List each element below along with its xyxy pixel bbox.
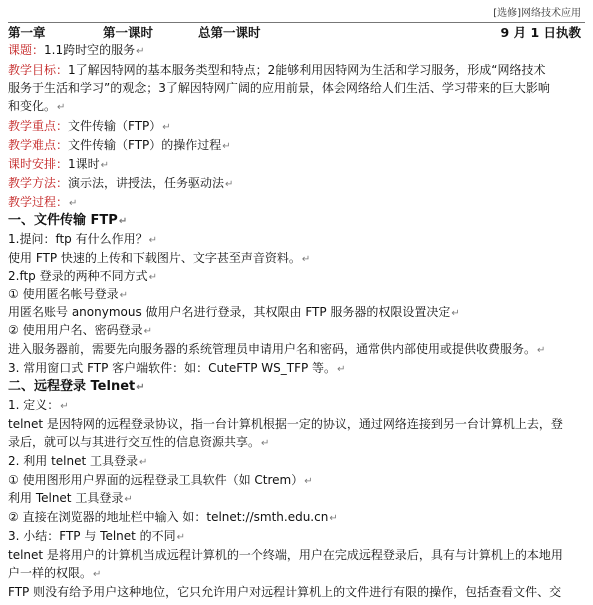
telnet-summary-2: 户一样的权限。 (8, 566, 93, 580)
ftp-password-login: ② 使用用户名、密码登录 (8, 323, 143, 337)
ftp-line (8, 250, 585, 268)
process-label: 教学过程： (8, 195, 69, 209)
key-text: 文件传输（FTP） (68, 119, 162, 133)
ftp-question: 1.提问：ftp 有什么作用？ (8, 232, 148, 246)
telnet-line (8, 434, 585, 452)
topic-label: 课题： (8, 43, 45, 57)
goal-text-3: 和变化。 (8, 99, 57, 113)
ftp-line (8, 231, 585, 249)
goal-row-3 (8, 98, 585, 116)
page-header: [选修]网络技术应用 (493, 8, 581, 19)
ftp-answer: 使用 FTP 快速的上传和下载图片、文字甚至声音资料。 (8, 251, 301, 265)
telnet-line (8, 509, 585, 527)
process-row (8, 194, 585, 212)
ftp-login-methods: 2.ftp 登录的两种不同方式 (8, 269, 148, 283)
paragraph-mark-icon: ↵ (119, 290, 128, 301)
ftp-summary: FTP 则没有给予用户这种地位，它只允许用户对远程计算机上的文件进行有限的操作，包括查看文件、交 (8, 585, 562, 599)
telnet-line (8, 565, 585, 583)
title-row (8, 24, 585, 41)
time-text: 1课时 (68, 157, 100, 171)
telnet-summary-heading: 3. 小结：FTP 与 Telnet 的不同 (8, 529, 176, 543)
telnet-line (8, 528, 585, 546)
lesson-label: 第一课时 (103, 25, 154, 40)
ftp-line (8, 322, 585, 340)
difficulty-row (8, 137, 585, 155)
key-row (8, 118, 585, 136)
topic-text: 1.1跨时空的服务 (44, 43, 136, 57)
telnet-tool-login: 利用 Telnet 工具登录 (8, 491, 124, 505)
paragraph-mark-icon: ↵ (225, 179, 234, 190)
chapter-label: 第一章 (8, 25, 46, 40)
paragraph-mark-icon: ↵ (537, 345, 546, 356)
ftp-clients: 3. 常用窗口式 FTP 客户端软件：如：CuteFTP WS_TFP 等。 (8, 361, 337, 375)
paragraph-mark-icon: ↵ (176, 532, 186, 543)
ftp-line (8, 341, 585, 359)
goal-label: 教学目标： (8, 63, 69, 77)
time-row (8, 156, 585, 174)
method-row (8, 175, 585, 193)
ftp-line (8, 268, 585, 286)
ftp-heading-text: 一、文件传输 FTP (8, 213, 118, 228)
paragraph-mark-icon: ↵ (451, 308, 460, 319)
difficulty-text: 文件传输（FTP）的操作过程 (68, 138, 222, 152)
header-rule (8, 22, 585, 23)
goal-row-2 (8, 80, 585, 97)
paragraph-mark-icon: ↵ (136, 46, 145, 57)
ftp-heading (8, 212, 585, 230)
paragraph-mark-icon: ↵ (118, 216, 128, 227)
telnet-tools-heading: 2. 利用 telnet 工具登录 (8, 454, 139, 468)
telnet-browser-login: ② 直接在浏览器的地址栏中输入 如：telnet://smth.edu.cn (8, 510, 329, 524)
paragraph-mark-icon: ↵ (57, 102, 66, 113)
ftp-line (8, 286, 585, 304)
date-label: 9 月 1 日执教 (500, 25, 581, 40)
paragraph-mark-icon: ↵ (136, 382, 145, 393)
paragraph-mark-icon: ↵ (261, 438, 270, 449)
paragraph-mark-icon: ↵ (143, 326, 152, 337)
time-label: 课时安排： (8, 157, 69, 171)
ftp-line (8, 360, 585, 378)
telnet-line (8, 547, 585, 564)
paragraph-mark-icon: ↵ (337, 364, 346, 375)
paragraph-mark-icon: ↵ (222, 141, 231, 152)
paragraph-mark-icon: ↵ (100, 160, 110, 171)
paragraph-mark-icon: ↵ (69, 198, 78, 209)
telnet-definition-2: 录后，就可以与其进行交互性的信息资源共享。 (8, 435, 261, 449)
telnet-line (8, 397, 585, 415)
telnet-definition-label: 1. 定义： (8, 398, 60, 412)
paragraph-mark-icon: ↵ (162, 122, 171, 133)
paragraph-mark-icon: ↵ (124, 494, 133, 505)
difficulty-label: 教学难点： (8, 138, 69, 152)
paragraph-mark-icon: ↵ (301, 254, 311, 265)
telnet-heading-text: 二、远程登录 Telnet (8, 379, 136, 394)
ftp-line (8, 304, 585, 322)
paragraph-mark-icon: ↵ (329, 513, 338, 524)
paragraph-mark-icon: ↵ (93, 569, 102, 580)
ftp-anonymous-login: ① 使用匿名帐号登录 (8, 287, 119, 301)
goal-text-1: 1了解因特网的基本服务类型和特点；2能够利用因特网为生活和学习服务，形成“网络技术 (68, 63, 546, 77)
ftp-anonymous-desc: 用匿名账号 anonymous 做用户名进行登录，其权限由 FTP 服务器的权限设置决定 (8, 305, 451, 319)
ftp-password-desc: 进入服务器前，需要先向服务器的系统管理员申请用户名和密码，通常供内部使用或提供收费服务。 (8, 342, 537, 356)
telnet-line (8, 472, 585, 490)
telnet-line (8, 490, 585, 508)
key-label: 教学重点： (8, 119, 69, 133)
topic-row (8, 42, 585, 60)
telnet-definition-1: telnet 是因特网的远程登录协议，指一台计算机根据一定的协议，通过网络连接到另一台计算机上去，登 (8, 417, 563, 431)
method-text: 演示法，讲授法，任务驱动法 (68, 176, 225, 190)
telnet-line (8, 584, 585, 601)
telnet-summary-1: telnet 是将用户的计算机当成远程计算机的一个终端，用户在完成远程登录后，具有与计算机上的本地用 (8, 548, 563, 562)
telnet-line (8, 453, 585, 471)
telnet-heading (8, 378, 585, 396)
telnet-line (8, 416, 585, 433)
goal-text-2: 服务于生活和学习”的观念；3了解因特网广阔的应用前景，体会网络给人们生活、学习带来的巨大影响 (8, 81, 550, 95)
goal-row-1 (8, 62, 585, 79)
paragraph-mark-icon: ↵ (148, 235, 157, 246)
paragraph-mark-icon: ↵ (148, 272, 157, 283)
paragraph-mark-icon: ↵ (60, 401, 69, 412)
paragraph-mark-icon: ↵ (139, 457, 148, 468)
method-label: 教学方法： (8, 176, 69, 190)
telnet-gui-tool: ① 使用图形用户界面的远程登录工具软件（如 Ctrem） (8, 473, 304, 487)
total-lesson-label: 总第一课时 (198, 25, 261, 40)
paragraph-mark-icon: ↵ (304, 476, 313, 487)
